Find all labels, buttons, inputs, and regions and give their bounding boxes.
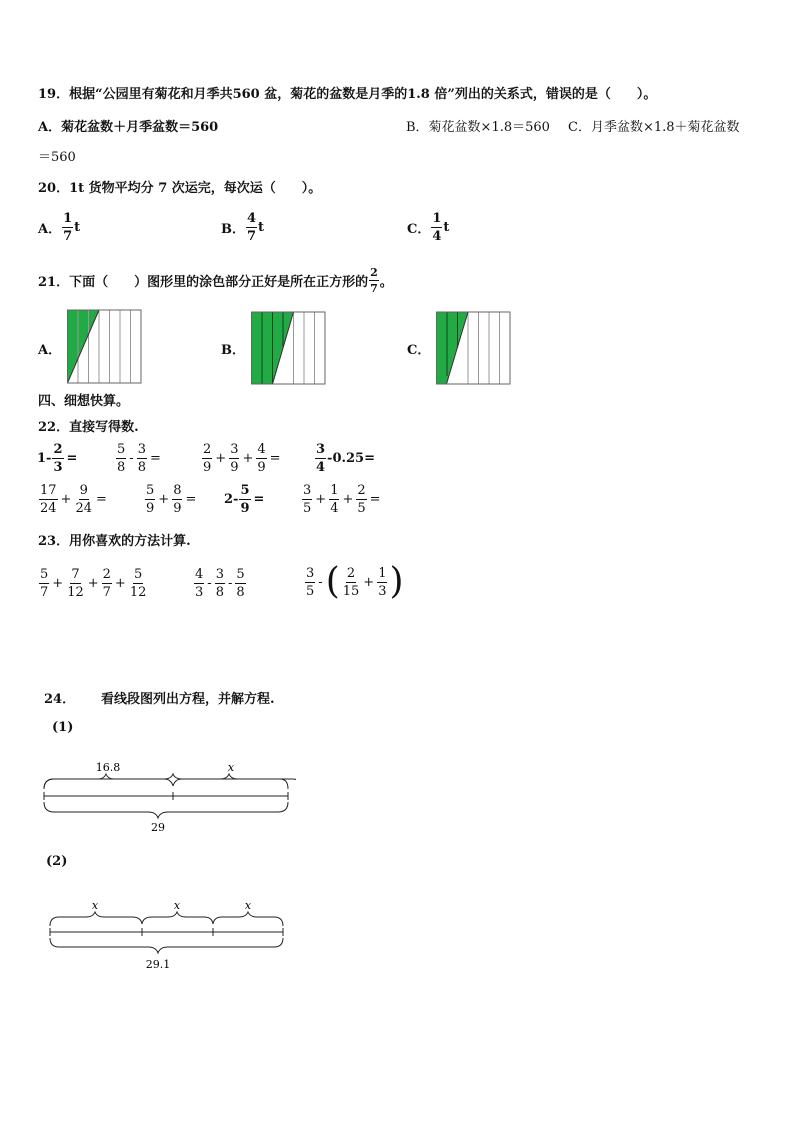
- q22-expr-4: $\frac{3}{4}$ -0.25=: [316, 442, 375, 475]
- q22-expr-2: $\frac{5}{8}$ - $\frac{3}{8}$ =: [117, 442, 161, 475]
- section-4-heading: 四、细想快算。: [38, 394, 130, 409]
- top-brace-left: [44, 774, 173, 789]
- top-brace-1: [50, 912, 142, 926]
- q22-stem: 22．直接写得数.: [38, 420, 139, 435]
- grid-lines: [468, 312, 500, 384]
- q21-option-c-label: C．: [407, 343, 431, 358]
- top-brace-2: [142, 912, 213, 924]
- segment-label-left: 16.8: [95, 761, 121, 774]
- grid-lines: [294, 312, 315, 384]
- bottom-brace: [50, 938, 283, 953]
- q21-option-b-label: B．: [221, 343, 245, 358]
- q20-option-a: [38, 212, 80, 243]
- option-label: B．: [221, 222, 245, 237]
- unit: t: [74, 220, 81, 235]
- q21-stem-text: 21．下面（ ）图形里的涂色部分正好是所在正方形的: [38, 275, 369, 290]
- q23-expr-2: $\frac{4}{3}$ - $\frac{3}{8}$ - $\frac{5}{8}$: [195, 567, 245, 600]
- option-label: A．: [38, 222, 62, 237]
- q22-expr-5: $\frac{17}{24}$ + $\frac{9}{24}$ =: [40, 483, 107, 516]
- fraction: $\frac{1}{7}$: [63, 211, 73, 244]
- fraction: $\frac{4}{7}$: [247, 211, 257, 244]
- top-brace-3: [213, 912, 283, 926]
- q20-stem: 20．1t 货物平均分 7 次运完，每次运（ ）。: [38, 181, 322, 196]
- total-label: 29.1: [145, 958, 171, 971]
- segment-label-1: x: [91, 899, 99, 912]
- q20-option-c: [407, 212, 449, 243]
- q22-expr-8: $\frac{3}{5}$ + $\frac{1}{4}$ + $\frac{2}{5}$ =: [303, 483, 381, 516]
- q24-stem: 看线段图列出方程，并解方程.: [101, 692, 275, 707]
- q23-expr-1: $\frac{5}{7}$ + $\frac{7}{12}$ + $\frac{2}{7}$ + $\frac{5}{12}$: [40, 567, 147, 600]
- q21-stem: [38, 267, 393, 294]
- q20-option-b: [221, 212, 264, 243]
- q23-expr-3: $\frac{3}{5}$ - ( $\frac{2}{15}$ + $\frac{1}{3}$ ): [306, 561, 404, 602]
- segment-label-3: x: [244, 899, 252, 912]
- q19-stem: 19．根据“公园里有菊花和月季共560 盆，菊花的盆数是月季的1.8 倍”列出的关系式，错误的是（ ）。: [38, 87, 657, 102]
- q19-option-c-continued: ＝560: [38, 150, 76, 165]
- q21-option-a-label: A．: [38, 343, 62, 358]
- q24-part-1-label: (1): [52, 720, 74, 735]
- unit: t: [443, 220, 450, 235]
- q22-expr-6: $\frac{5}{9}$ + $\frac{8}{9}$ =: [146, 483, 197, 516]
- q19-option-a: A．菊花盆数＋月季盆数＝560: [38, 120, 219, 135]
- q22-expr-7: 2- $\frac{5}{9}$ =: [224, 483, 265, 516]
- shaded-region: [437, 312, 469, 384]
- top-brace-right: [173, 774, 288, 789]
- segment-label-right: x: [227, 761, 235, 774]
- q24-line-diagram-1: [40, 758, 296, 836]
- q19-option-c: C．月季盆数×1.8＋菊花盆数: [568, 120, 740, 135]
- q19-option-b: B．菊花盆数×1.8＝560: [406, 120, 550, 135]
- q24-number: 24．: [44, 692, 76, 707]
- q24-line-diagram-2: [44, 896, 290, 974]
- q22-expr-1: 1- $\frac{2}{3}$ =: [37, 442, 78, 475]
- unit: t: [258, 220, 265, 235]
- q23-stem: 23．用你喜欢的方法计算.: [38, 534, 191, 549]
- q21-stem-end: 。: [379, 275, 393, 290]
- option-label: C．: [407, 222, 431, 237]
- q21-figure-c: [436, 311, 512, 385]
- total-label: 29: [151, 821, 165, 834]
- q22-expr-3: $\frac{2}{9}$ + $\frac{3}{9}$ + $\frac{4}{9}$ =: [203, 442, 281, 475]
- segment-label-2: x: [173, 899, 181, 912]
- fraction: $\frac{1}{4}$: [432, 211, 442, 244]
- q21-figure-a: [67, 309, 143, 384]
- fraction: $\frac{2}{7}$: [370, 266, 378, 295]
- bottom-brace: [44, 802, 288, 818]
- q21-figure-b: [251, 311, 327, 385]
- q24-part-2-label: (2): [46, 854, 68, 869]
